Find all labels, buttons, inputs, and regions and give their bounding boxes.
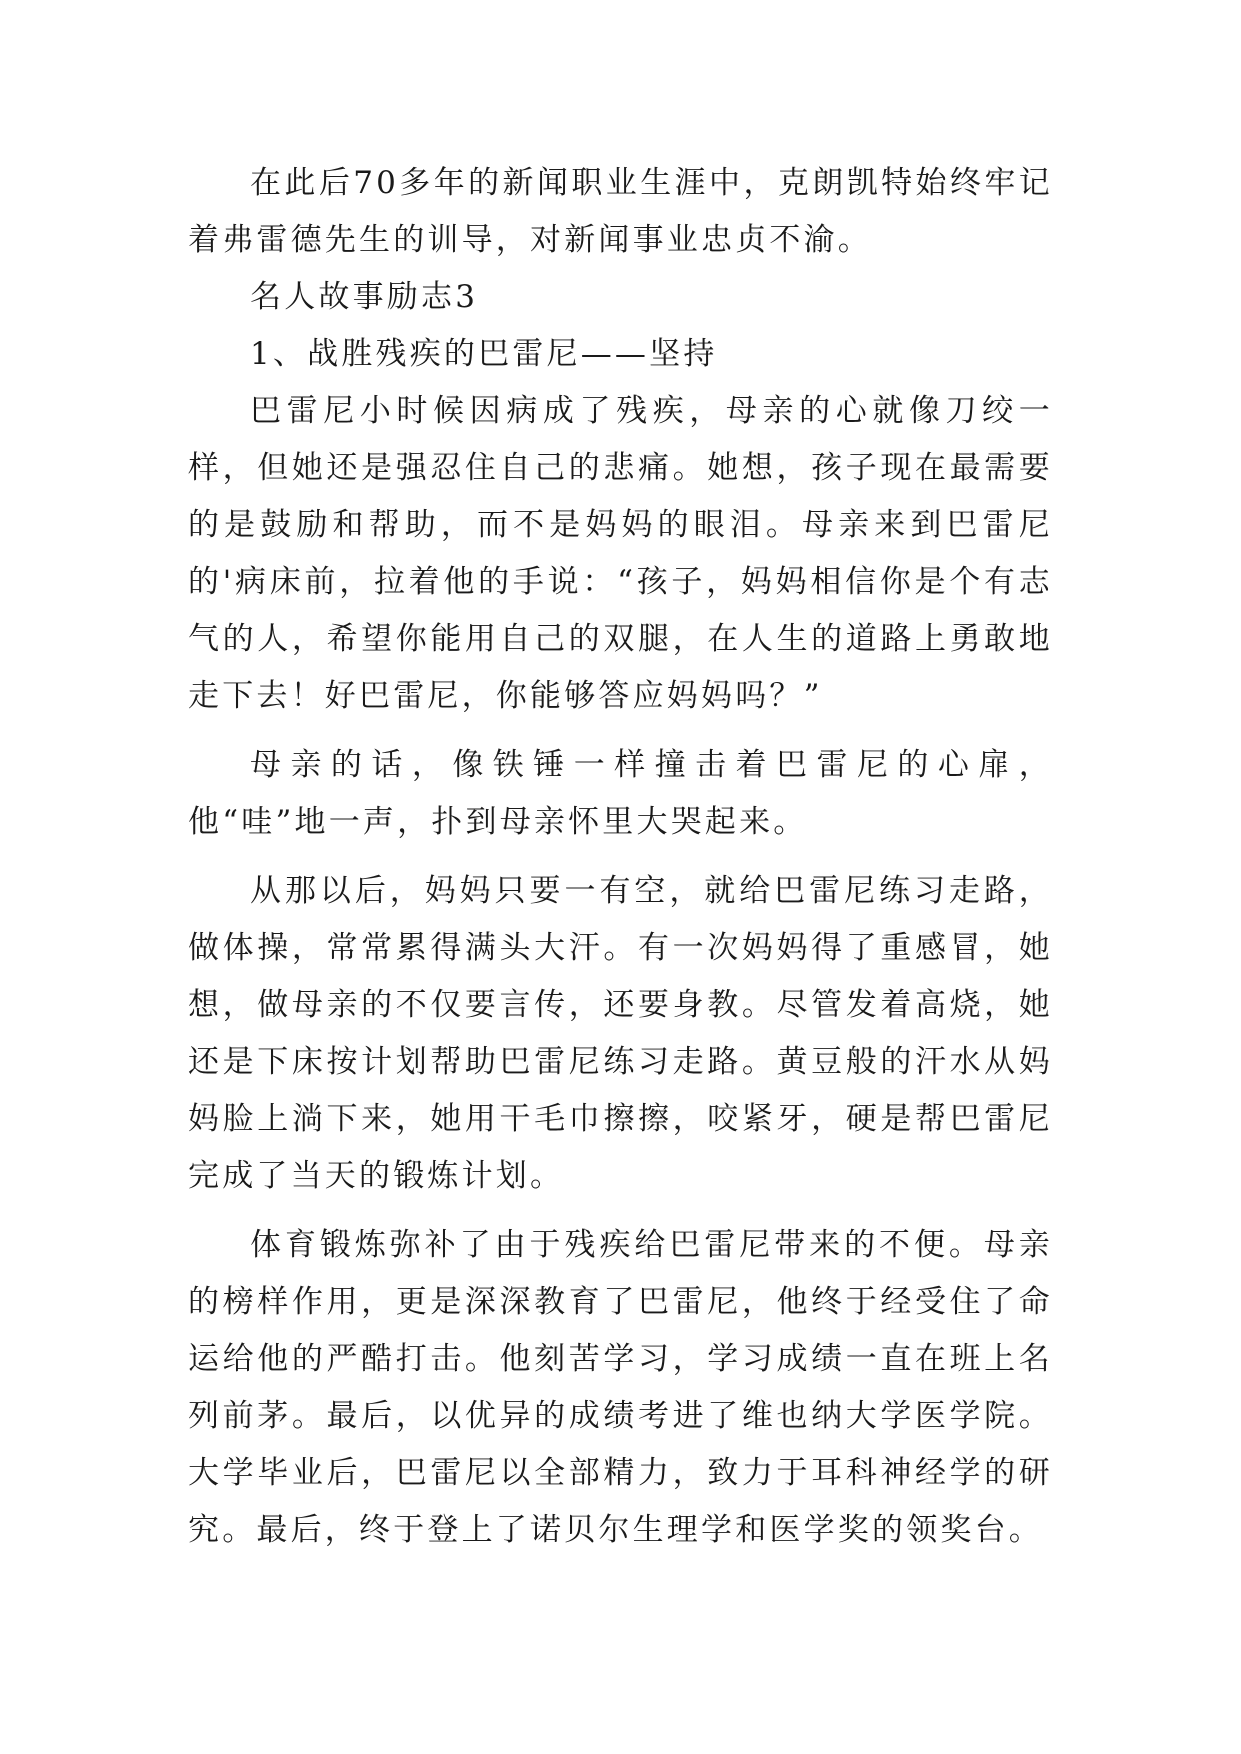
paragraph-story-training: 从那以后，妈妈只要一有空，就给巴雷尼练习走路，做体操，常常累得满头大汗。有一次妈妈得了重感冒，她想，做母亲的不仅要言传，还要身教。尽管发着高烧，她还是下床按计划帮助巴雷尼练习走路。黄豆般的汗水从妈妈脸上淌下来，她用干毛巾擦擦，咬紧牙，硬是帮巴雷尼完成了当天的锻炼计划。	[188, 873, 1053, 1194]
story-title: 1、战胜残疾的巴雷尼——坚持	[250, 336, 718, 372]
paragraph-story-outcome: 体育锻炼弥补了由于残疾给巴雷尼带来的不便。母亲的榜样作用，更是深深教育了巴雷尼，他终于经受住了命运给他的严酷打击。他刻苦学习，学习成绩一直在班上名列前茅。最后，以优异的成绩考进了维也纳大学医学院。大学毕业后，巴雷尼以全部精力，致力于耳科神经学的研究。最后，终于登上了诺贝尔生理学和医学奖的领奖台。	[188, 1227, 1053, 1548]
paragraph-story-reaction: 母亲的话，像铁锤一样撞击着巴雷尼的心扉，他“哇”地一声，扑到母亲怀里大哭起来。	[188, 747, 1053, 840]
document-body	[188, 155, 1053, 1559]
paragraph-closing-story2: 在此后70多年的新闻职业生涯中，克朗凯特始终牢记着弗雷德先生的训导，对新闻事业忠贞不渝。	[188, 165, 1053, 258]
paragraph-story-intro: 巴雷尼小时候因病成了残疾，母亲的心就像刀绞一样，但她还是强忍住自己的悲痛。她想，孩子现在最需要的是鼓励和帮助，而不是妈妈的眼泪。母亲来到巴雷尼的'病床前，拉着他的手说：“孩子，妈妈相信你是个有志气的人，希望你能用自己的双腿，在人生的道路上勇敢地走下去！好巴雷尼，你能够答应妈妈吗？”	[188, 393, 1053, 714]
section-heading: 名人故事励志3	[250, 279, 479, 315]
